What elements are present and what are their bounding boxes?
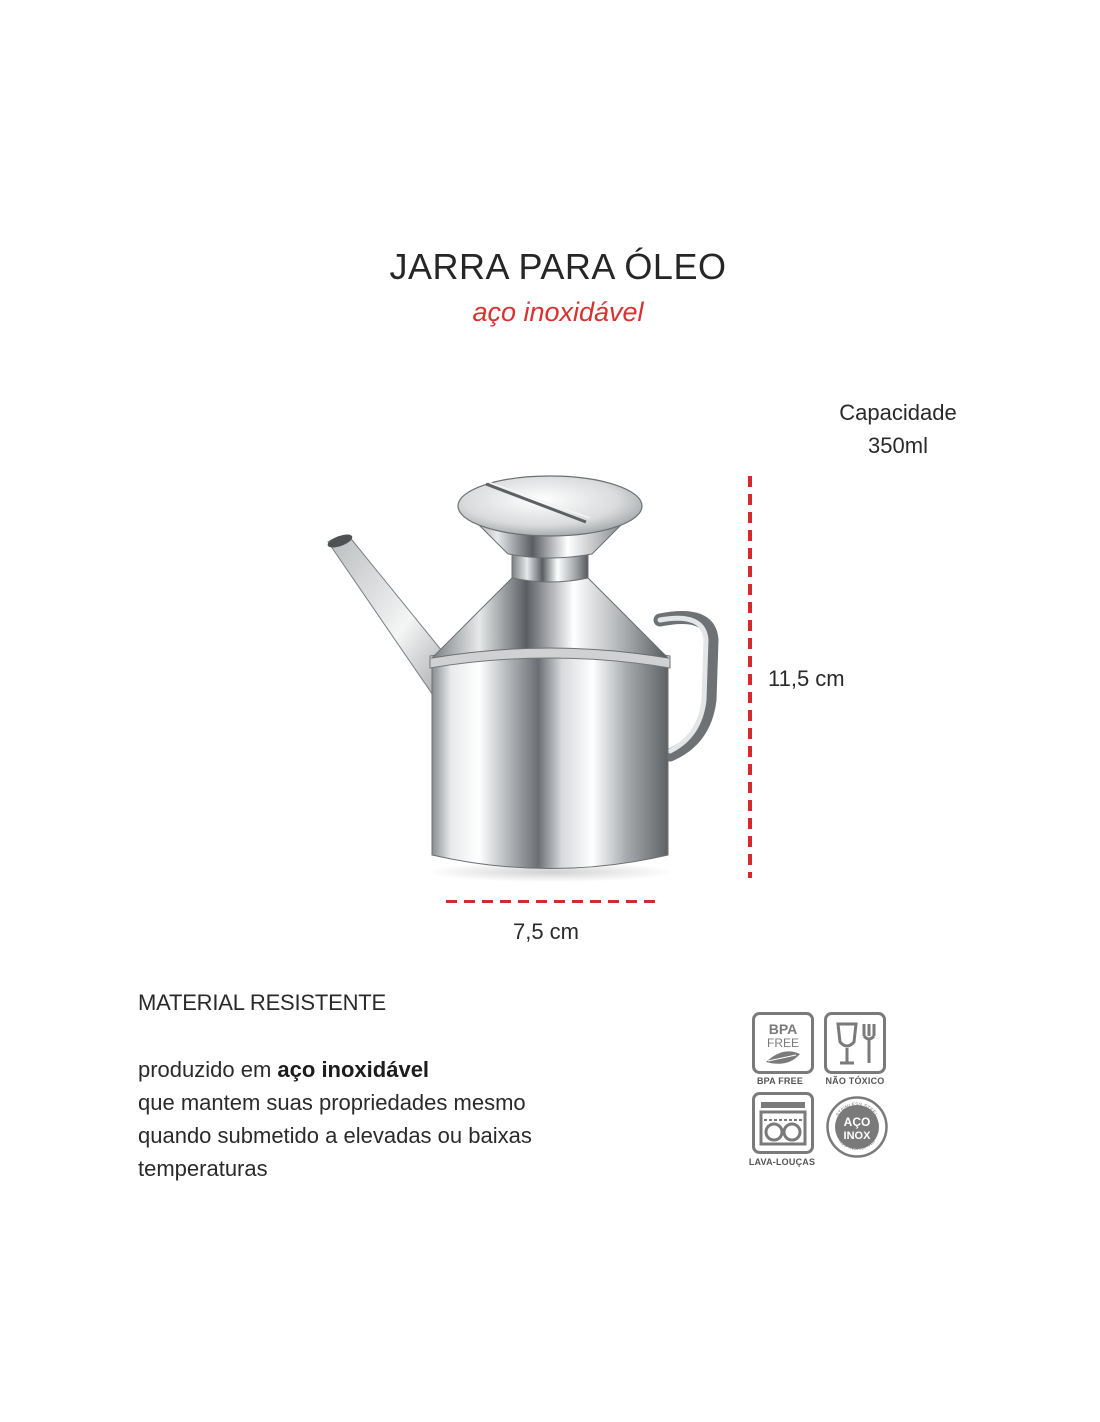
description-line-2: que mantem suas propriedades mesmo [138, 1090, 526, 1115]
width-label: 7,5 cm [512, 919, 580, 944]
ring-top-text: STAINLESS STEEL [835, 1101, 879, 1118]
badge-bpa-free [752, 1012, 814, 1079]
dishwasher-icon [752, 1092, 814, 1154]
badge-caption-bpa-free: BPA FREE [756, 1076, 804, 1086]
page-subtitle: aço inoxidável [472, 297, 644, 327]
capacity-spec [820, 396, 976, 462]
bpa-text: BPA [768, 1021, 798, 1037]
capacity-label: Capacidade [839, 400, 957, 425]
description-line-1: produzido em aço inoxidável [138, 1057, 430, 1082]
page-title: JARRA PARA ÓLEO [389, 246, 727, 287]
capacity-value: 350ml [868, 433, 928, 458]
description-bold: aço inoxidável [277, 1057, 430, 1082]
stainless-steel-icon [826, 1096, 888, 1158]
height-dimension-line [748, 476, 752, 878]
free-text: FREE [766, 1036, 800, 1050]
non-toxic-icon [824, 1012, 886, 1074]
section-heading: MATERIAL RESISTENTE [138, 990, 387, 1015]
badge-non-toxic [824, 1012, 886, 1079]
badge-stainless-steel [826, 1096, 888, 1163]
ring-bottom-text: AÇO INOXIDÁVEL [837, 1138, 877, 1153]
bpa-free-icon [752, 1012, 814, 1074]
width-dimension-line [446, 900, 656, 903]
badge-dishwasher [752, 1092, 814, 1159]
description-line-4: temperaturas [138, 1156, 268, 1181]
badge-caption-non-toxic: NÃO TÓXICO [825, 1076, 885, 1086]
badge-caption-dishwasher: LAVA-LOUÇAS [748, 1157, 816, 1167]
height-label: 11,5 cm [768, 666, 845, 691]
aco-text: AÇO [843, 1115, 871, 1129]
description-text [138, 1053, 532, 1185]
oil-jug-image [300, 470, 740, 890]
description-line-3: quando submetido a elevadas ou baixas [138, 1123, 532, 1148]
inox-text: INOX [843, 1130, 871, 1142]
